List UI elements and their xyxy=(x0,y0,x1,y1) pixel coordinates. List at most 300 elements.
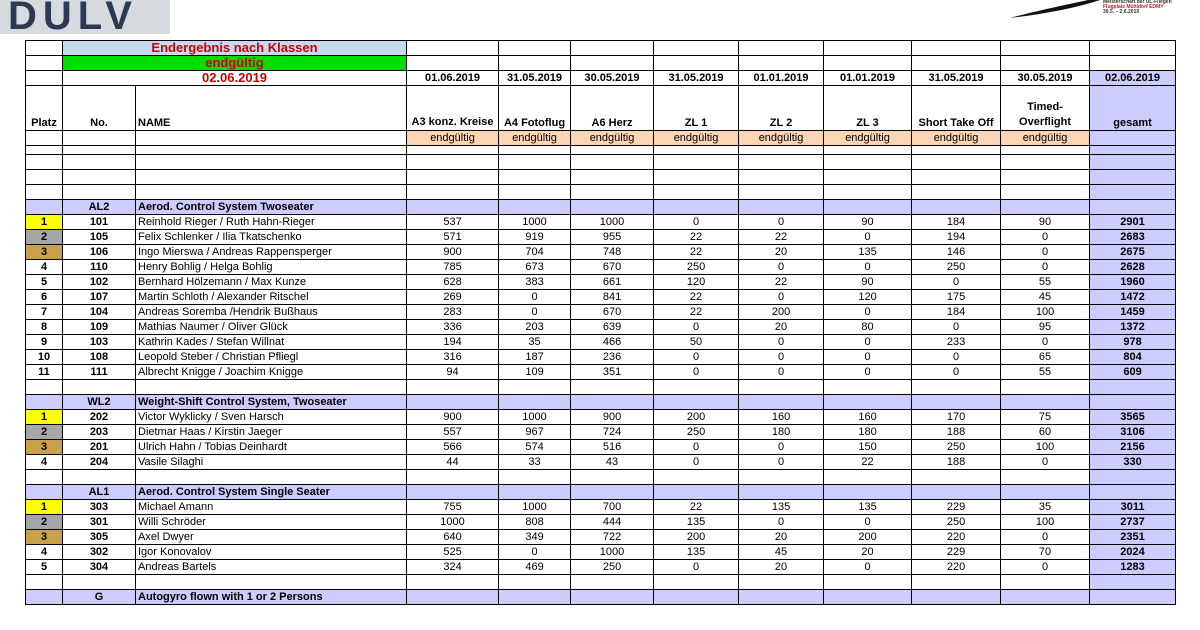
score-cell: 0 xyxy=(912,365,1001,380)
header-total: gesamt xyxy=(1090,86,1176,131)
score-cell: 35 xyxy=(1001,500,1090,515)
start-number: 109 xyxy=(63,320,136,335)
empty-cell xyxy=(912,41,1001,56)
table-row xyxy=(26,560,1176,575)
task-date: 31.05.2019 xyxy=(499,71,571,86)
empty-cell xyxy=(63,470,136,485)
empty-cell xyxy=(739,170,824,185)
score-cell: 0 xyxy=(654,320,739,335)
task-date: 31.05.2019 xyxy=(912,71,1001,86)
score-cell: 0 xyxy=(1001,530,1090,545)
empty-cell xyxy=(499,485,571,500)
empty-cell xyxy=(136,155,407,170)
total-cell: 330 xyxy=(1090,455,1176,470)
score-cell: 45 xyxy=(1001,290,1090,305)
empty-cell xyxy=(912,395,1001,410)
empty-cell xyxy=(407,395,499,410)
empty-cell xyxy=(26,575,63,590)
empty-cell xyxy=(499,380,571,395)
empty-cell xyxy=(912,485,1001,500)
empty-cell xyxy=(407,470,499,485)
score-cell: 75 xyxy=(1001,410,1090,425)
score-cell: 22 xyxy=(654,305,739,320)
blank-row xyxy=(26,185,1176,200)
table-row xyxy=(26,350,1176,365)
empty-cell xyxy=(1090,185,1176,200)
empty-cell xyxy=(824,155,912,170)
empty-cell xyxy=(1090,590,1176,605)
score-cell: 1000 xyxy=(407,515,499,530)
score-cell: 20 xyxy=(739,530,824,545)
empty-cell xyxy=(26,470,63,485)
score-cell: 0 xyxy=(912,275,1001,290)
empty-cell xyxy=(63,575,136,590)
score-cell: 900 xyxy=(407,245,499,260)
score-cell: 20 xyxy=(739,320,824,335)
score-cell: 45 xyxy=(739,545,824,560)
score-cell: 0 xyxy=(654,440,739,455)
empty-cell xyxy=(1001,575,1090,590)
empty-cell xyxy=(912,146,1001,155)
total-cell: 1372 xyxy=(1090,320,1176,335)
score-cell: 0 xyxy=(824,350,912,365)
empty-cell xyxy=(63,146,136,155)
score-cell: 670 xyxy=(571,305,654,320)
total-cell: 2024 xyxy=(1090,545,1176,560)
place-cell: 1 xyxy=(26,215,63,230)
score-cell: 0 xyxy=(499,290,571,305)
score-cell: 269 xyxy=(407,290,499,305)
corner-cell xyxy=(26,41,63,56)
corner-cell xyxy=(26,56,63,71)
task-date: 30.05.2019 xyxy=(1001,71,1090,86)
score-cell: 33 xyxy=(499,455,571,470)
score-cell: 537 xyxy=(407,215,499,230)
empty-cell xyxy=(654,41,739,56)
empty-cell xyxy=(824,41,912,56)
empty-cell xyxy=(499,575,571,590)
score-cell: 628 xyxy=(407,275,499,290)
start-number: 105 xyxy=(63,230,136,245)
task-date: 30.05.2019 xyxy=(571,71,654,86)
empty-cell xyxy=(654,200,739,215)
empty-cell xyxy=(499,470,571,485)
crew-name: Bernhard Hölzemann / Max Kunze xyxy=(136,275,407,290)
table-row xyxy=(26,245,1176,260)
table-row xyxy=(26,425,1176,440)
score-cell: 0 xyxy=(739,440,824,455)
score-cell: 100 xyxy=(1001,440,1090,455)
score-cell: 184 xyxy=(912,305,1001,320)
start-number: 110 xyxy=(63,260,136,275)
start-number: 201 xyxy=(63,440,136,455)
empty-cell xyxy=(407,185,499,200)
total-cell: 3106 xyxy=(1090,425,1176,440)
table-row xyxy=(26,275,1176,290)
score-cell: 900 xyxy=(571,410,654,425)
empty-cell xyxy=(739,155,824,170)
score-cell: 95 xyxy=(1001,320,1090,335)
empty-cell xyxy=(912,380,1001,395)
header-place: Platz xyxy=(26,86,63,131)
score-cell: 135 xyxy=(654,515,739,530)
table-row xyxy=(26,500,1176,515)
empty-cell xyxy=(407,41,499,56)
empty-cell xyxy=(824,200,912,215)
score-cell: 469 xyxy=(499,560,571,575)
score-cell: 0 xyxy=(739,215,824,230)
total-cell: 2737 xyxy=(1090,515,1176,530)
place-cell: 9 xyxy=(26,335,63,350)
empty-cell xyxy=(499,185,571,200)
score-cell: 55 xyxy=(1001,275,1090,290)
empty-cell xyxy=(654,56,739,71)
blank-row xyxy=(26,170,1176,185)
score-cell: 444 xyxy=(571,515,654,530)
empty-cell xyxy=(136,575,407,590)
score-cell: 90 xyxy=(1001,215,1090,230)
empty-cell xyxy=(912,56,1001,71)
score-cell: 466 xyxy=(571,335,654,350)
empty-cell xyxy=(499,56,571,71)
task-status: endgültig xyxy=(571,131,654,146)
empty-cell xyxy=(1090,146,1176,155)
start-number: 106 xyxy=(63,245,136,260)
task-date: 31.05.2019 xyxy=(654,71,739,86)
empty-cell xyxy=(654,170,739,185)
crew-name: Vasile Silaghi xyxy=(136,455,407,470)
score-cell: 516 xyxy=(571,440,654,455)
class-header-row xyxy=(26,200,1176,215)
score-cell: 0 xyxy=(912,320,1001,335)
score-cell: 100 xyxy=(1001,305,1090,320)
place-cell: 2 xyxy=(26,515,63,530)
start-number: 101 xyxy=(63,215,136,230)
empty-cell xyxy=(739,41,824,56)
score-cell: 22 xyxy=(824,455,912,470)
empty-cell xyxy=(1001,41,1090,56)
empty-cell xyxy=(63,155,136,170)
empty-cell xyxy=(407,146,499,155)
empty-cell xyxy=(824,485,912,500)
empty-cell xyxy=(654,470,739,485)
score-cell: 150 xyxy=(824,440,912,455)
empty-cell xyxy=(912,590,1001,605)
score-cell: 0 xyxy=(824,305,912,320)
total-cell: 3011 xyxy=(1090,500,1176,515)
score-cell: 188 xyxy=(912,455,1001,470)
empty-cell xyxy=(912,170,1001,185)
empty-cell xyxy=(824,170,912,185)
score-cell: 180 xyxy=(824,425,912,440)
empty-cell xyxy=(1090,380,1176,395)
score-cell: 0 xyxy=(1001,335,1090,350)
task-status: endgültig xyxy=(407,131,499,146)
score-cell: 0 xyxy=(739,455,824,470)
score-cell: 120 xyxy=(824,290,912,305)
crew-name: Michael Amann xyxy=(136,500,407,515)
score-cell: 900 xyxy=(407,410,499,425)
score-cell: 160 xyxy=(739,410,824,425)
score-cell: 20 xyxy=(739,245,824,260)
empty-cell xyxy=(407,380,499,395)
place-cell: 7 xyxy=(26,305,63,320)
empty-cell xyxy=(1001,380,1090,395)
total-cell: 804 xyxy=(1090,350,1176,365)
place-cell: 3 xyxy=(26,245,63,260)
score-cell: 0 xyxy=(739,515,824,530)
empty-cell xyxy=(571,56,654,71)
header-task: A6 Herz xyxy=(571,86,654,131)
empty-cell xyxy=(571,170,654,185)
empty-cell xyxy=(654,185,739,200)
start-number: 107 xyxy=(63,290,136,305)
score-cell: 90 xyxy=(824,275,912,290)
blank-row xyxy=(26,155,1176,170)
empty-cell xyxy=(912,470,1001,485)
score-cell: 70 xyxy=(1001,545,1090,560)
score-cell: 100 xyxy=(1001,515,1090,530)
score-cell: 250 xyxy=(654,425,739,440)
empty-cell xyxy=(654,146,739,155)
total-cell: 609 xyxy=(1090,365,1176,380)
empty-cell xyxy=(571,200,654,215)
crew-name: Victor Wyklicky / Sven Harsch xyxy=(136,410,407,425)
score-cell: 639 xyxy=(571,320,654,335)
header-task: ZL 1 xyxy=(654,86,739,131)
empty-cell xyxy=(26,155,63,170)
score-cell: 0 xyxy=(912,350,1001,365)
score-cell: 383 xyxy=(499,275,571,290)
empty-cell xyxy=(1090,41,1176,56)
place-cell: 10 xyxy=(26,350,63,365)
score-cell: 135 xyxy=(824,245,912,260)
empty-cell xyxy=(63,185,136,200)
empty-cell xyxy=(824,395,912,410)
class-code: WL2 xyxy=(63,395,136,410)
table-row xyxy=(26,365,1176,380)
empty-cell xyxy=(1001,470,1090,485)
empty-cell xyxy=(739,200,824,215)
empty-cell xyxy=(26,395,63,410)
score-cell: 22 xyxy=(654,230,739,245)
empty-cell xyxy=(739,575,824,590)
total-cell: 2675 xyxy=(1090,245,1176,260)
class-name: Aerod. Control System Twoseater xyxy=(136,200,407,215)
score-cell: 967 xyxy=(499,425,571,440)
place-cell: 4 xyxy=(26,455,63,470)
score-cell: 0 xyxy=(1001,230,1090,245)
empty-cell xyxy=(407,56,499,71)
score-cell: 673 xyxy=(499,260,571,275)
table-row xyxy=(26,320,1176,335)
score-cell: 324 xyxy=(407,560,499,575)
empty-cell xyxy=(1001,155,1090,170)
empty-cell xyxy=(571,395,654,410)
empty-cell xyxy=(1001,485,1090,500)
score-cell: 0 xyxy=(824,335,912,350)
score-cell: 160 xyxy=(824,410,912,425)
score-cell: 250 xyxy=(912,440,1001,455)
table-row xyxy=(26,230,1176,245)
score-cell: 316 xyxy=(407,350,499,365)
start-number: 303 xyxy=(63,500,136,515)
blank-row xyxy=(26,146,1176,155)
crew-name: Felix Schlenker / Ilia Tkatschenko xyxy=(136,230,407,245)
crew-name: Mathias Naumer / Oliver Glück xyxy=(136,320,407,335)
score-cell: 525 xyxy=(407,545,499,560)
results-title: Endergebnis nach Klassen xyxy=(63,41,407,56)
class-header-row xyxy=(26,395,1176,410)
score-cell: 250 xyxy=(912,260,1001,275)
header-task: A3 konz. Kreise xyxy=(407,86,499,131)
place-cell: 5 xyxy=(26,560,63,575)
task-status: endgültig xyxy=(654,131,739,146)
score-cell: 1000 xyxy=(499,215,571,230)
score-cell: 194 xyxy=(912,230,1001,245)
task-status: endgültig xyxy=(739,131,824,146)
place-cell: 4 xyxy=(26,545,63,560)
task-status: endgültig xyxy=(912,131,1001,146)
class-code: G xyxy=(63,590,136,605)
header-task: ZL 3 xyxy=(824,86,912,131)
score-cell: 722 xyxy=(571,530,654,545)
score-cell: 187 xyxy=(499,350,571,365)
task-date: 01.01.2019 xyxy=(739,71,824,86)
total-cell: 978 xyxy=(1090,335,1176,350)
score-cell: 250 xyxy=(654,260,739,275)
total-cell: 2628 xyxy=(1090,260,1176,275)
start-number: 203 xyxy=(63,425,136,440)
blank-row xyxy=(26,575,1176,590)
score-cell: 661 xyxy=(571,275,654,290)
place-cell: 2 xyxy=(26,230,63,245)
total-cell: 2351 xyxy=(1090,530,1176,545)
task-status: endgültig xyxy=(824,131,912,146)
score-cell: 1000 xyxy=(571,545,654,560)
score-cell: 0 xyxy=(499,545,571,560)
class-header-row xyxy=(26,590,1176,605)
score-cell: 566 xyxy=(407,440,499,455)
task-status: endgültig xyxy=(499,131,571,146)
empty-cell xyxy=(824,380,912,395)
empty-cell xyxy=(571,155,654,170)
score-cell: 80 xyxy=(824,320,912,335)
score-cell: 808 xyxy=(499,515,571,530)
score-cell: 0 xyxy=(1001,260,1090,275)
empty-cell xyxy=(1001,170,1090,185)
empty-cell xyxy=(407,155,499,170)
score-cell: 0 xyxy=(824,230,912,245)
empty-cell xyxy=(824,185,912,200)
empty-cell xyxy=(571,575,654,590)
score-cell: 724 xyxy=(571,425,654,440)
total-cell: 2683 xyxy=(1090,230,1176,245)
empty-cell xyxy=(912,185,1001,200)
total-cell: 1472 xyxy=(1090,290,1176,305)
class-code: AL2 xyxy=(63,200,136,215)
event-info xyxy=(1103,0,1198,20)
task-status: endgültig xyxy=(1001,131,1090,146)
empty-cell xyxy=(654,485,739,500)
score-cell: 1000 xyxy=(499,500,571,515)
score-cell: 220 xyxy=(912,560,1001,575)
empty-cell xyxy=(571,590,654,605)
table-row xyxy=(26,305,1176,320)
score-cell: 120 xyxy=(654,275,739,290)
empty-cell xyxy=(26,131,63,146)
start-number: 108 xyxy=(63,350,136,365)
score-cell: 0 xyxy=(824,560,912,575)
empty-cell xyxy=(571,485,654,500)
score-cell: 22 xyxy=(739,275,824,290)
crew-name: Henry Bohlig / Helga Bohlig xyxy=(136,260,407,275)
empty-cell xyxy=(1001,590,1090,605)
empty-cell xyxy=(63,380,136,395)
empty-cell xyxy=(1090,200,1176,215)
start-number: 305 xyxy=(63,530,136,545)
score-cell: 43 xyxy=(571,455,654,470)
score-cell: 640 xyxy=(407,530,499,545)
crew-name: Andreas Soremba /Hendrik Bußhaus xyxy=(136,305,407,320)
table-row xyxy=(26,545,1176,560)
start-number: 204 xyxy=(63,455,136,470)
empty-cell xyxy=(26,380,63,395)
score-cell: 0 xyxy=(654,560,739,575)
empty-cell xyxy=(1090,170,1176,185)
empty-cell xyxy=(912,155,1001,170)
total-cell: 1283 xyxy=(1090,560,1176,575)
empty-cell xyxy=(654,155,739,170)
score-cell: 336 xyxy=(407,320,499,335)
blank-row xyxy=(26,470,1176,485)
score-cell: 571 xyxy=(407,230,499,245)
empty-cell xyxy=(1090,131,1176,146)
task-date: 01.06.2019 xyxy=(407,71,499,86)
event-line: Meisterschaft der UL-Fliegen xyxy=(1103,0,1172,5)
empty-cell xyxy=(571,470,654,485)
score-cell: 748 xyxy=(571,245,654,260)
crew-name: Albrecht Knigge / Joachim Knigge xyxy=(136,365,407,380)
score-cell: 65 xyxy=(1001,350,1090,365)
table-row xyxy=(26,440,1176,455)
place-cell: 8 xyxy=(26,320,63,335)
header-task: ZL 2 xyxy=(739,86,824,131)
score-cell: 841 xyxy=(571,290,654,305)
empty-cell xyxy=(1090,485,1176,500)
score-cell: 0 xyxy=(654,365,739,380)
score-cell: 250 xyxy=(912,515,1001,530)
score-cell: 0 xyxy=(739,260,824,275)
score-cell: 22 xyxy=(654,500,739,515)
score-cell: 188 xyxy=(912,425,1001,440)
empty-cell xyxy=(824,575,912,590)
header-name: NAME xyxy=(136,86,407,131)
start-number: 301 xyxy=(63,515,136,530)
total-cell: 1960 xyxy=(1090,275,1176,290)
score-cell: 0 xyxy=(824,515,912,530)
start-number: 103 xyxy=(63,335,136,350)
corner-cell xyxy=(26,71,63,86)
empty-cell xyxy=(1090,56,1176,71)
table-row xyxy=(26,335,1176,350)
empty-cell xyxy=(136,185,407,200)
results-status: endgültig xyxy=(63,56,407,71)
score-cell: 704 xyxy=(499,245,571,260)
class-code: AL1 xyxy=(63,485,136,500)
class-header-row xyxy=(26,485,1176,500)
empty-cell xyxy=(739,380,824,395)
